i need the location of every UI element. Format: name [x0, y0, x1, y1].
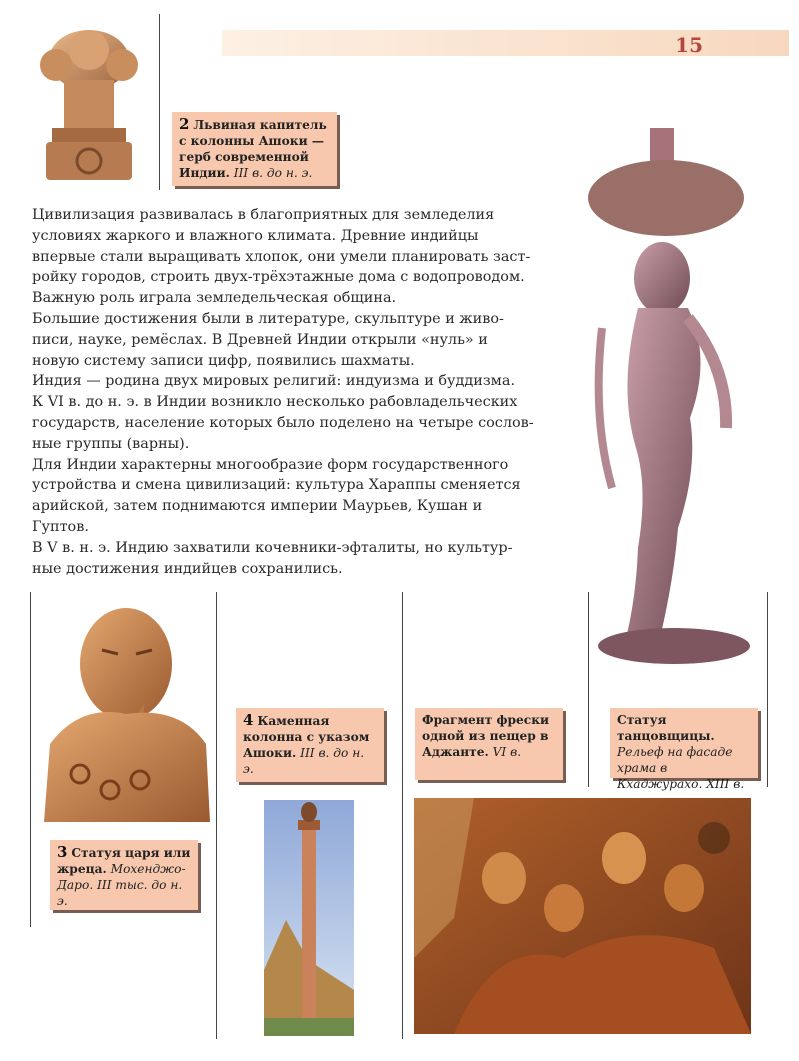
- text-line: Большие достижения были в литературе, скульптуре и живо-: [32, 310, 504, 327]
- text-line: В V в. н. э. Индию захватили кочевники-эфталиты, но культур-: [32, 539, 513, 556]
- king-statue-image: [40, 594, 212, 822]
- caption-date: III в. до н. э.: [243, 746, 365, 776]
- text-line: ные группы (варны).: [32, 435, 190, 452]
- caption-number: 4: [243, 711, 254, 729]
- text-line: ные достижения индийцев сохранились.: [32, 560, 343, 577]
- divider-top: [159, 14, 160, 190]
- caption-title: Львиная капитель с колонны Ашоки — герб современной Индии.: [179, 118, 327, 180]
- caption-title: Статуя танцовщицы.: [617, 713, 715, 743]
- ajanta-fresco-image: [414, 798, 751, 1034]
- text-line: Индия — родина двух мировых религий: индуизма и буддизма.: [32, 373, 516, 390]
- ashoka-column-image: [264, 800, 354, 1036]
- caption-date: Рельеф на фасаде храма в Кхаджурахо. XIII в.: [617, 745, 745, 791]
- caption-date: VI в.: [492, 745, 522, 759]
- caption-ajanta-fresco: [415, 708, 563, 780]
- caption-number: 3: [57, 843, 68, 861]
- page-header-band: [222, 30, 789, 56]
- caption-title: Фрагмент фрески одной из пещер в Аджанте.: [422, 713, 550, 759]
- divider-bottom-4: [588, 592, 589, 787]
- page-number: 15: [675, 33, 703, 57]
- dancer-statue-image: [578, 128, 750, 668]
- caption-number: 2: [179, 115, 190, 133]
- divider-bottom-2: [216, 592, 217, 1039]
- divider-bottom-1: [30, 592, 31, 927]
- caption-lion-capital: [172, 112, 337, 186]
- text-line: Для Индии характерны многообразие форм государственного: [32, 456, 509, 473]
- text-line: писи, науке, ремёслах. В Древней Индии открыли «нуль» и: [32, 331, 488, 348]
- divider-bottom-5: [767, 592, 768, 787]
- text-line: Цивилизация развивалась в благоприятных для земледелия: [32, 207, 495, 223]
- caption-title: Статуя царя или жреца.: [57, 846, 191, 876]
- text-line: арийской, затем поднимаются империи Маурьев, Кушан и: [32, 498, 483, 515]
- text-line: условиях жаркого и влажного климата. Древние индийцы: [32, 227, 479, 244]
- caption-dancer-statue: [610, 708, 758, 791]
- main-text: [32, 205, 572, 579]
- text-line: впервые стали выращивать хлопок, они умели планировать заст-: [32, 248, 531, 265]
- caption-title: Каменная колонна с указом Ашоки.: [243, 714, 370, 760]
- text-line: Важную роль играла земледельческая община.: [32, 290, 397, 307]
- lion-capital-image: [34, 20, 144, 190]
- text-line: Гуптов.: [32, 518, 89, 535]
- text-line: новую систему записи цифр, появились шахматы.: [32, 352, 415, 369]
- caption-date: III в. до н. э.: [233, 166, 313, 180]
- text-line: ройку городов, строить двух-трёхэтажные дома с водопроводом.: [32, 269, 525, 286]
- text-line: устройства и смена цивилизаций: культура Хараппы сменяется: [32, 477, 521, 494]
- caption-king-statue: [50, 840, 198, 910]
- text-line: государств, население которых было поделено на четыре сослов-: [32, 414, 534, 431]
- caption-date: Мохенджо-Даро. III тыс. до н. э.: [57, 862, 186, 908]
- text-line: К VI в. до н. э. в Индии возникло несколько рабовладельческих: [32, 394, 518, 411]
- caption-ashoka-column: [236, 708, 384, 782]
- divider-bottom-3: [402, 592, 403, 1039]
